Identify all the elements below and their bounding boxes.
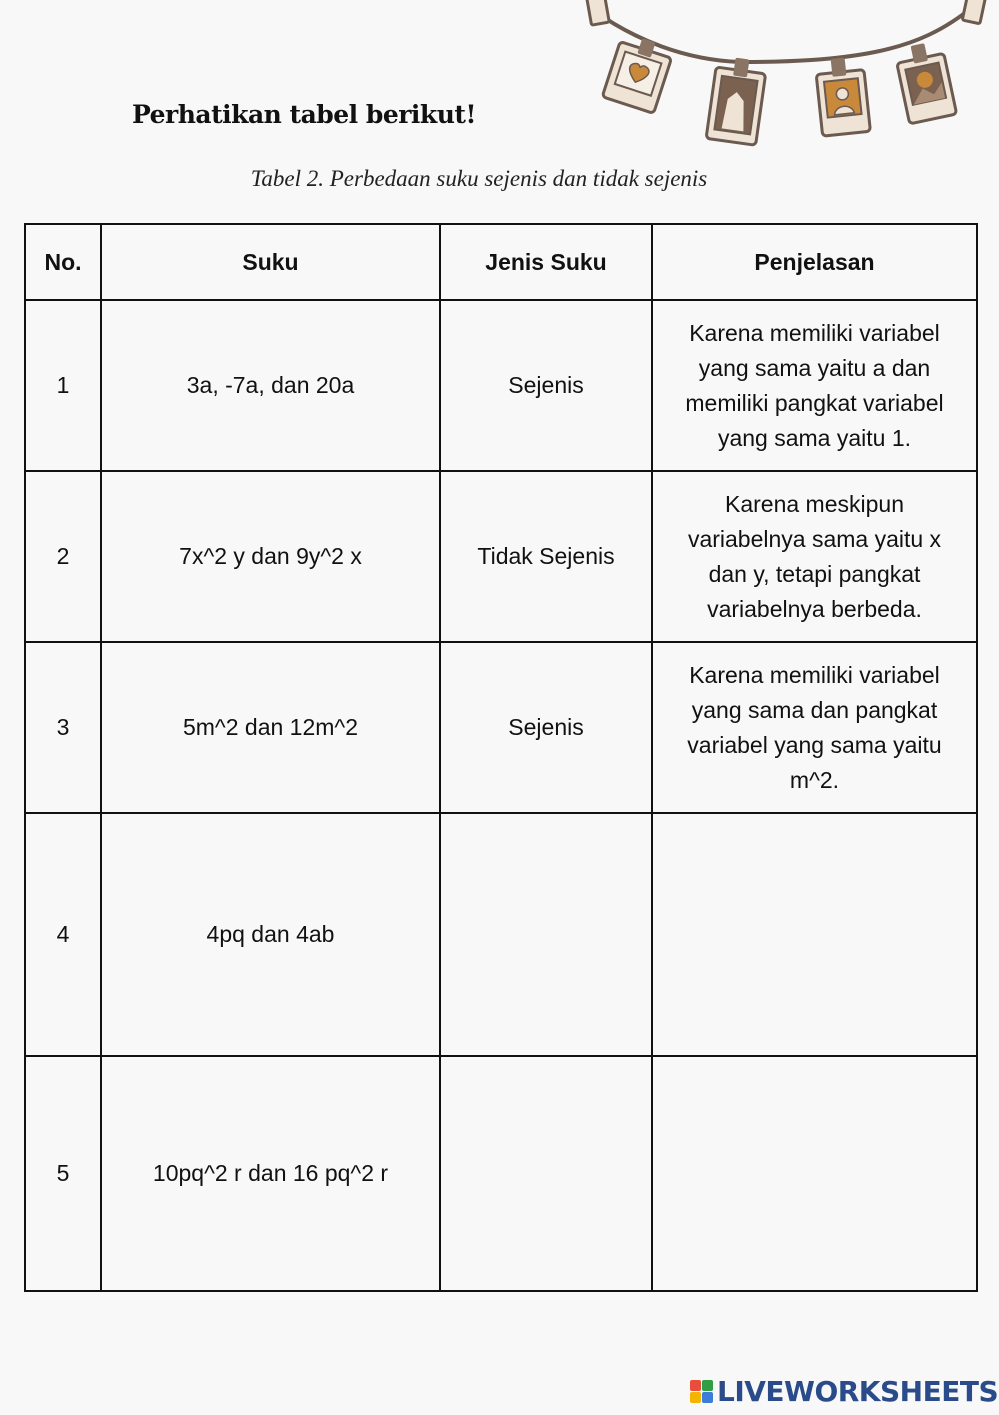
jenis-suku-cell: Sejenis (440, 300, 652, 471)
table-row (25, 300, 977, 471)
table-row (25, 642, 977, 813)
row-number: 3 (25, 642, 101, 813)
penjelasan-cell: Karena memiliki variabel yang sama dan pangkat variabel yang sama yaitu m^2. (652, 642, 977, 813)
penjelasan-answer-cell[interactable] (652, 1056, 977, 1291)
page-heading: Perhatikan tabel berikut! (132, 100, 476, 129)
jenis-suku-answer[interactable] (451, 1156, 641, 1191)
table-caption: Tabel 2. Perbedaan suku sejenis dan tidak sejenis (250, 166, 708, 191)
penjelasan-cell: Karena meskipun variabelnya sama yaitu x dan y, tetapi pangkat variabelnya berbeda. (652, 471, 977, 642)
suku-cell: 4pq dan 4ab (101, 813, 440, 1056)
row-number: 1 (25, 300, 101, 471)
penjelasan-answer[interactable] (667, 1156, 962, 1191)
penjelasan-answer-cell[interactable] (652, 813, 977, 1056)
header-penjelasan: Penjelasan (652, 224, 977, 300)
table-row (25, 813, 977, 1056)
table-row (25, 1056, 977, 1291)
row-number: 5 (25, 1056, 101, 1291)
logo-square-red (690, 1380, 701, 1391)
suku-cell: 3a, -7a, dan 20a (101, 300, 440, 471)
jenis-suku-cell: Tidak Sejenis (440, 471, 652, 642)
penjelasan-answer[interactable] (667, 917, 962, 952)
logo-square-blue (702, 1392, 713, 1403)
logo-square-green (702, 1380, 713, 1391)
jenis-suku-cell: Sejenis (440, 642, 652, 813)
logo-square-yellow (690, 1392, 701, 1403)
suku-cell: 10pq^2 r dan 16 pq^2 r (101, 1056, 440, 1291)
table-row (25, 471, 977, 642)
jenis-suku-answer-cell[interactable] (440, 1056, 652, 1291)
jenis-suku-answer-cell[interactable] (440, 813, 652, 1056)
header-no: No. (25, 224, 101, 300)
header-suku: Suku (101, 224, 440, 300)
table-header-row (25, 224, 977, 300)
liveworksheets-logo[interactable] (690, 1374, 998, 1408)
suku-cell: 7x^2 y dan 9y^2 x (101, 471, 440, 642)
row-number: 2 (25, 471, 101, 642)
penjelasan-cell: Karena memiliki variabel yang sama yaitu a dan memiliki pangkat variabel yang sama yaitu 1. (652, 300, 977, 471)
row-number: 4 (25, 813, 101, 1056)
suku-table (24, 223, 978, 1292)
suku-cell: 5m^2 dan 12m^2 (101, 642, 440, 813)
photo-garland-icon (575, 0, 999, 150)
jenis-suku-answer[interactable] (451, 917, 641, 952)
liveworksheets-mark-icon (690, 1380, 713, 1403)
header-jenis-suku: Jenis Suku (440, 224, 652, 300)
logo-text: LIVEWORKSHEETS (717, 1374, 999, 1408)
